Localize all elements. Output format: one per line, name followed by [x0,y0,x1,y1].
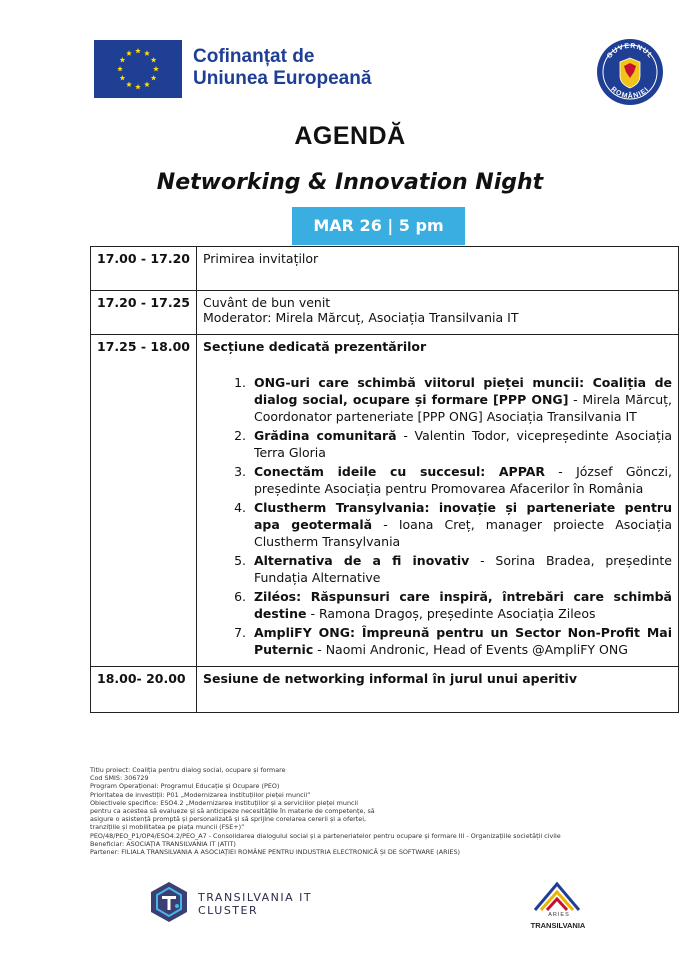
eu-flag-logo [94,40,182,98]
presentation-speaker: - Valentin Todor, vicepreședinte Asociația Terra Gloria [253,428,672,460]
gov-bottom-text: ROMÂNIEI [609,85,651,101]
eu-cofinanced-text [193,46,371,90]
eu-star-icon [135,84,141,89]
presentation-list [203,374,672,658]
agenda-row [91,667,679,713]
eu-star-icon [120,75,126,80]
eu-stars-icon [94,40,182,98]
footer-line: Program Operațional: Programul Educație și Ocupare (PEO) [90,782,280,791]
presentation-title: Clustherm Transylvania: inovație și parteneriate pentru apa geotermală [253,500,672,532]
eu-star-icon [126,82,132,87]
presentation-title: Ziléos: Răspunsuri care inspiră, întrebări care schimbă destine [253,589,672,621]
footer-line: Prioritatea de investiții: P01 „Modernizarea instituțiilor pieței muncii” [90,790,311,799]
presentation-item [250,588,672,622]
eu-star-icon [151,57,157,62]
agenda-time: 17.20 - 17.25 [91,291,197,335]
agenda-time: 17.00 - 17.20 [91,247,197,291]
presentation-title: AmpliFY ONG: Împreună pentru un Sector Non-Profit Mai Puternic [253,625,672,657]
eu-line-2: Uniunea Europeană [193,68,372,89]
presentation-item [250,463,672,497]
agenda-item-moderator: Moderator: Mirela Mărcuț, Asociația Transilvania IT [202,310,519,325]
footer-line: PEO/48/PEO_P1/OP4/ESO4.2/PEO_A7 - Consolidarea dialogului social și a parteneriatelor pentru ocupare și formare III - Organizațiile societății civile [90,831,561,840]
eu-star-icon [120,57,126,62]
aries-logo-big-text: TRANSILVANIA [530,921,586,930]
romanian-government-seal-logo [596,38,664,106]
eu-star-icon [144,82,150,87]
presentation-speaker: - Ramona Dragoș, președinte Asociația Zileos [306,606,596,621]
presentation-title: Alternativa de a fi inovativ [253,553,470,568]
eu-line-1: Cofinanțat de [193,46,315,67]
presentation-item [250,427,672,461]
presentation-speaker: - Mirela Mărcuț, Coordonator parteneriate [PPP ONG] Asociația Transilvania IT [253,392,672,424]
presentation-speaker: - József Gönczi, președinte Asociația pentru Promovarea Afacerilor în România [253,464,672,496]
presentation-item [250,499,672,550]
footer-line: Obiectivele specifice: ESO4.2 „Modernizarea instituțiilor și a serviciilor pieței muncii [90,798,359,807]
tit-logo-line-1: TRANSILVANIA IT [198,891,313,904]
event-subtitle: Networking & Innovation Night [156,170,544,195]
presentation-title: Conectăm ideile cu succesul: APPAR [253,464,546,479]
agenda-description [196,667,678,713]
aries-logo-small-text: ARIES [548,912,570,918]
agenda-row [91,247,679,291]
agenda-description [196,291,678,335]
presentation-speaker: - Naomi Andronic, Head of Events @AmpliFY ONG [313,642,628,657]
agenda-row [91,335,679,667]
footer-line: tranzițiile și mobilitatea pe piața muncii (FSE+)” [90,823,245,832]
eu-star-icon [153,66,159,71]
tit-logo-line-2: CLUSTER [198,904,259,917]
agenda-table [90,246,679,713]
agenda-item-title: Primirea invitaților [202,251,319,266]
gov-top-text: GUVERNUL [605,42,655,61]
project-info-footer [90,766,610,856]
footer-line: Beneficiar: ASOCIAȚIA TRANSILVANIA IT (ATIT) [90,839,236,848]
agenda-time: 17.25 - 18.00 [91,335,197,667]
transilvania-it-cluster-logo-icon [147,880,191,924]
agenda-row [91,291,679,335]
agenda-description [196,335,678,667]
footer-line: Partener: FILIALA TRANSILVANIA A ASOCIAȚIEI ROMÂNE PENTRU INDUSTRIA ELECTRONICĂ ȘI DE SOFTWARE (ARIES) [90,848,461,857]
eu-star-icon [117,66,123,71]
event-date-badge: MAR 26 | 5 pm [292,207,465,245]
footer-line: pentru ca acestea să evalueze și să anticipeze necesitățile în materie de competențe, să [90,807,375,816]
agenda-item-title: Cuvânt de bun venit [202,295,331,310]
presentation-speaker: - Sorina Bradea, președinte Fundația Alternative [253,553,672,585]
footer-line: asigure o asistență promptă și personalizată și să sprijine corelarea cererii și a ofertei, [90,815,367,824]
presentation-item [250,374,672,425]
agenda-time: 18.00- 20.00 [91,667,197,713]
eu-star-icon [135,48,141,53]
presentation-item [250,624,672,658]
agenda-item-title: Secțiune dedicată prezentărilor [202,339,427,354]
presentation-title: Grădina comunitară [253,428,397,443]
agenda-description [196,247,678,291]
page-title: AGENDĂ [294,122,406,150]
footer-line: Cod SMIS: 306729 [90,774,149,783]
eu-star-icon [126,50,132,55]
eu-star-icon [144,50,150,55]
agenda-item-title: Sesiune de networking informal în jurul unui aperitiv [202,671,577,686]
transilvania-it-cluster-logo-text [198,891,312,917]
presentation-speaker: - Ioana Creț, manager proiecte Asociația Clustherm Transylvania [253,517,673,549]
presentation-item [250,552,672,586]
eu-star-icon [151,75,157,80]
presentation-title: ONG-uri care schimbă viitorul pieței muncii: Coaliția de dialog social, ocupare și formare [PPP ONG] [253,375,672,407]
footer-line: Titlu proiect: Coaliția pentru dialog social, ocupare și formare [90,766,286,774]
